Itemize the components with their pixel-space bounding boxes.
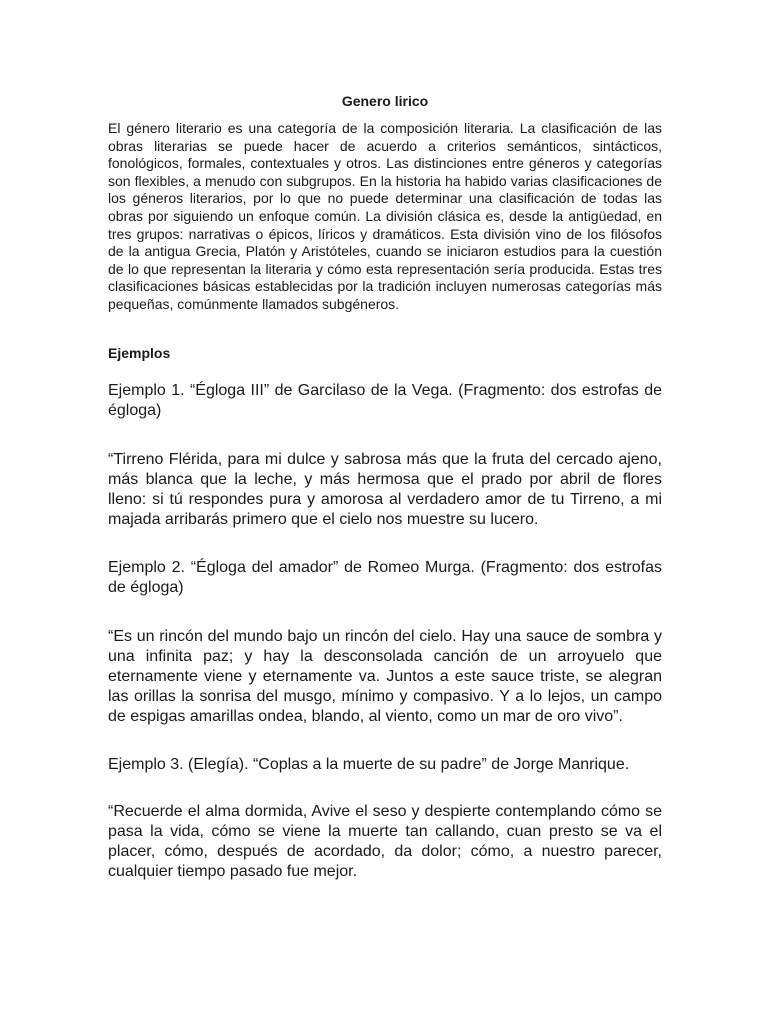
example-3-quote: “Recuerde el alma dormida, Avive el seso y despierte contemplando cómo se pasa la vida, cómo se viene la muerte tan callando, cuan presto se va el placer, cómo, después de acordado, da dolor; cómo, a nuestro parecer, cualquier tiempo pasado fue mejor. bbox=[108, 802, 662, 880]
example-2-title: Ejemplo 2. “Égloga del amador” de Romeo Murga. (Fragmento: dos estrofas de égloga) bbox=[108, 558, 662, 596]
example-3-title: Ejemplo 3. (Elegía). “Coplas a la muerte de su padre” de Jorge Manrique. bbox=[108, 755, 630, 773]
intro-paragraph: El género literario es una categoría de la composición literaria. La clasificación de las obras literarias se puede hacer de acuerdo a criterios semánticos, sintácticos, fonológicos, formales, contextuales y otros. Las distinciones entre géneros y categorías son flexibles, a menudo con subgrupos. En la historia ha habido varias clasificaciones de los géneros literarios, por lo que no puede determinar una clasificación de todas las obras por siguiendo un enfoque común. La división clásica es, desde la antigüedad, en tres grupos: narrativas o épicos, líricos y dramáticos. Esta división vino de los filósofos de la antigua Grecia, Platón y Aristóteles, cuando se iniciaron estudios para la cuestión de lo que representan la literaria y cómo esta representación sería producida. Estas tres clasificaciones básicas establecidas por la tradición incluyen numerosas categorías más pequeñas, comúnmente llamados subgéneros. bbox=[108, 120, 662, 312]
example-2-quote: “Es un rincón del mundo bajo un rincón del cielo. Hay una sauce de sombra y una infinita paz; y hay la desconsolada canción de un arroyuelo que eternamente viene y eternamente va. Juntos a este sauce triste, se alegran las orillas la sonrisa del musgo, mínimo y compasivo. Y a lo lejos, un campo de espigas amarillas ondea, blando, al viento, como un mar de oro vivo”. bbox=[108, 627, 662, 725]
example-1-quote: “Tirreno Flérida, para mi dulce y sabrosa más que la fruta del cercado ajeno, más blanca que la leche, y más hermosa que el prado por abril de flores lleno: si tú respondes pura y amorosa al verdadero amor de tu Tirreno, a mi majada arribarás primero que el cielo nos muestre su lucero. bbox=[108, 450, 662, 528]
page-title: Genero lirico bbox=[341, 93, 429, 109]
section-heading-ejemplos: Ejemplos bbox=[108, 344, 171, 361]
example-1-title: Ejemplo 1. “Égloga III” de Garcilaso de la Vega. (Fragmento: dos estrofas de égloga) bbox=[108, 381, 662, 419]
